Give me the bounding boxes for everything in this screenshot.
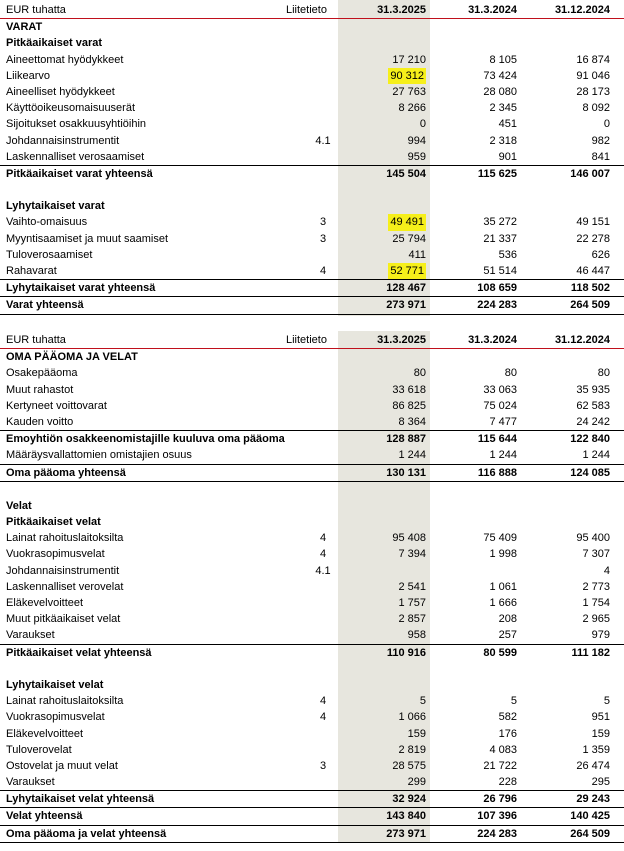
row-label: Tuloverosaamiset (6, 248, 93, 261)
value-year-end: 159 (591, 727, 610, 740)
value-year-end: 122 840 (570, 433, 610, 446)
value-current: 159 (407, 727, 426, 740)
row-label: Tuloverovelat (6, 743, 72, 756)
table-row (0, 382, 624, 398)
value-year-end: 49 151 (576, 216, 610, 229)
column-header-prior-year: 31.3.2024 (468, 334, 517, 346)
row-note: 4 (319, 532, 327, 545)
value-year-end: 2 773 (582, 580, 610, 593)
value-year-end: 982 (591, 134, 610, 147)
row-label: Kertyneet voittovarat (6, 399, 107, 412)
value-year-end: 146 007 (570, 167, 610, 180)
value-year-end: 7 307 (582, 548, 610, 561)
value-prior-year: 1 061 (489, 580, 517, 593)
table-row (0, 758, 624, 774)
value-year-end: 26 474 (576, 759, 610, 772)
value-prior-year: 224 283 (477, 299, 517, 312)
table-row (0, 133, 624, 149)
table-row (0, 297, 624, 314)
row-note: 4 (319, 695, 327, 708)
row-label: Lyhytaikaiset velat (6, 678, 104, 691)
row-label: Vaihto-omaisuus (6, 216, 88, 229)
row-label: Sijoitukset osakkuusyhtiöihin (6, 118, 147, 131)
table-row (0, 498, 624, 514)
value-current: 32 924 (392, 793, 426, 806)
value-prior-year: 73 424 (483, 69, 517, 82)
value-prior-year: 115 625 (477, 167, 517, 180)
table-row (0, 349, 624, 365)
row-note: 4 (319, 265, 327, 277)
row-label: Muut pitkäaikaiset velat (6, 613, 121, 626)
value-current: 145 504 (386, 167, 426, 180)
value-year-end: 95 400 (576, 532, 610, 545)
table-row (0, 645, 624, 661)
row-label: Lyhytaikaiset velat yhteensä (6, 793, 155, 806)
column-header-year-end: 31.12.2024 (554, 334, 610, 346)
row-label: OMA PÄÄOMA JA VELAT (6, 351, 138, 364)
table-row (0, 414, 624, 431)
value-prior-year: 7 477 (489, 415, 517, 428)
row-label: Oma pääoma yhteensä (6, 466, 126, 479)
row-label: Lyhytaikaiset varat yhteensä (6, 282, 156, 295)
assets-table (0, 2, 624, 315)
row-label: Johdannaisinstrumentit (6, 134, 120, 147)
row-label: Johdannaisinstrumentit (6, 564, 120, 577)
row-label: Varaukset (6, 629, 55, 642)
row-label: Emoyhtiön osakkeenomistajille kuuluva oma pääoma (6, 433, 285, 446)
assets-table-header (0, 2, 624, 19)
table-row (0, 431, 624, 447)
row-label: Pitkäaikaiset varat (6, 37, 103, 50)
value-current: 95 408 (392, 532, 426, 545)
row-label: Velat yhteensä (6, 810, 83, 823)
table-row (0, 280, 624, 297)
value-year-end: 29 243 (576, 793, 610, 806)
value-prior-year: 901 (498, 150, 517, 163)
value-year-end: 28 173 (576, 85, 610, 98)
value-prior-year: 33 063 (483, 383, 517, 396)
table-row (0, 530, 624, 546)
table-row (0, 563, 624, 579)
value-year-end: 951 (591, 711, 610, 724)
value-prior-year: 5 (510, 695, 517, 708)
value-prior-year: 451 (498, 118, 517, 131)
value-current: 49 491 (388, 214, 426, 230)
value-prior-year: 21 722 (483, 759, 517, 772)
value-current: 2 819 (398, 743, 426, 756)
row-label: Vuokrasopimusvelat (6, 711, 105, 724)
value-prior-year: 21 337 (483, 232, 517, 245)
table-row (0, 214, 624, 230)
value-year-end: 24 242 (576, 415, 610, 428)
row-note: 3 (319, 759, 327, 772)
value-current: 299 (407, 776, 426, 789)
value-current: 273 971 (386, 299, 426, 312)
table-row (0, 546, 624, 562)
row-label: Myyntisaamiset ja muut saamiset (6, 232, 168, 245)
value-prior-year: 116 888 (477, 466, 517, 479)
table-row (0, 398, 624, 414)
value-current: 128 467 (386, 282, 426, 295)
value-prior-year: 224 283 (477, 827, 517, 840)
value-year-end: 264 509 (570, 299, 610, 312)
assets-table-body (0, 19, 624, 314)
row-label: Ostovelat ja muut velat (6, 759, 118, 772)
equity-table-body (0, 349, 624, 843)
value-current: 27 763 (392, 85, 426, 98)
value-year-end: 118 502 (570, 282, 610, 295)
table-row (0, 661, 624, 677)
table-row (0, 774, 624, 791)
value-current: 0 (419, 118, 426, 131)
row-label: VARAT (6, 21, 43, 34)
row-note: 3 (319, 232, 327, 245)
value-current: 33 618 (392, 383, 426, 396)
value-current: 28 575 (392, 759, 426, 772)
value-prior-year: 1 666 (489, 597, 517, 609)
table-row (0, 263, 624, 280)
value-current: 958 (407, 629, 426, 642)
column-header-current: 31.3.2025 (377, 4, 426, 16)
value-prior-year: 4 083 (489, 743, 517, 756)
value-year-end: 1 754 (582, 597, 610, 609)
table-row (0, 149, 624, 166)
value-prior-year: 8 105 (489, 53, 517, 66)
value-prior-year: 108 659 (477, 282, 517, 295)
table-row (0, 182, 624, 198)
row-note: 4 (319, 548, 327, 561)
table-row (0, 100, 624, 116)
value-year-end: 80 (597, 367, 610, 380)
value-year-end: 46 447 (576, 265, 610, 277)
table-row (0, 808, 624, 825)
table-row (0, 611, 624, 627)
row-label: Kauden voitto (6, 415, 74, 428)
row-label: Osakepääoma (6, 367, 78, 380)
row-label: Aineettomat hyödykkeet (6, 53, 124, 66)
value-current: 86 825 (392, 399, 426, 412)
value-current: 7 394 (398, 548, 426, 561)
value-year-end: 1 244 (582, 449, 610, 462)
value-prior-year: 2 345 (489, 102, 517, 115)
equity-liabilities-table (0, 332, 624, 843)
row-label: Aineelliset hyödykkeet (6, 85, 115, 98)
value-year-end: 2 965 (582, 613, 610, 626)
value-current: 8 364 (398, 415, 426, 428)
table-row (0, 465, 624, 482)
table-row (0, 627, 624, 644)
value-prior-year: 582 (498, 711, 517, 724)
value-prior-year: 208 (498, 613, 517, 626)
value-year-end: 4 (603, 564, 610, 577)
row-label: Varaukset (6, 776, 55, 789)
table-row (0, 19, 624, 35)
table-row (0, 826, 624, 843)
value-current: 52 771 (388, 263, 426, 279)
row-label: Muut rahastot (6, 383, 74, 396)
row-label: Laskennalliset verovelat (6, 580, 124, 593)
value-year-end: 35 935 (576, 383, 610, 396)
value-year-end: 1 359 (582, 743, 610, 756)
value-prior-year: 1 244 (489, 449, 517, 462)
row-label: Varat yhteensä (6, 299, 84, 312)
table-row (0, 709, 624, 725)
row-label: Eläkevelvoitteet (6, 727, 84, 740)
row-note: 4.1 (315, 564, 331, 577)
value-year-end: 626 (591, 248, 610, 261)
table-row (0, 579, 624, 595)
table-row (0, 166, 624, 182)
value-year-end: 111 182 (571, 646, 610, 659)
table-row (0, 742, 624, 758)
value-current: 1 244 (398, 449, 426, 462)
value-year-end: 91 046 (576, 69, 610, 82)
value-prior-year: 80 599 (483, 646, 517, 659)
equity-table-header (0, 332, 624, 349)
table-row (0, 35, 624, 51)
value-current: 128 887 (386, 433, 426, 446)
value-current: 8 266 (398, 102, 426, 115)
value-year-end: 0 (603, 118, 610, 131)
value-year-end: 8 092 (582, 102, 610, 115)
table-row (0, 68, 624, 84)
row-label: Pitkäaikaiset velat (6, 516, 101, 529)
row-note: 3 (319, 216, 327, 229)
row-label: Käyttöoikeusomaisuuserät (6, 102, 136, 115)
value-current: 110 916 (386, 646, 426, 659)
value-prior-year: 28 080 (483, 85, 517, 98)
value-prior-year: 2 318 (489, 134, 517, 147)
row-label: Eläkevelvoitteet (6, 597, 84, 609)
row-label: Lainat rahoituslaitoksilta (6, 532, 124, 545)
value-current: 959 (407, 150, 426, 163)
row-label: Oma pääoma ja velat yhteensä (6, 827, 167, 840)
value-prior-year: 228 (498, 776, 517, 789)
value-prior-year: 80 (504, 367, 517, 380)
column-header-year-end: 31.12.2024 (554, 4, 610, 16)
value-prior-year: 75 024 (483, 399, 517, 412)
value-year-end: 841 (591, 150, 610, 163)
value-current: 994 (407, 134, 426, 147)
table-row (0, 247, 624, 263)
value-current: 130 131 (386, 466, 426, 479)
table-row (0, 514, 624, 530)
value-current: 90 312 (388, 68, 426, 84)
row-label: Pitkäaikaiset velat yhteensä (6, 646, 152, 659)
value-current: 17 210 (392, 53, 426, 66)
value-prior-year: 107 396 (477, 810, 517, 823)
value-current: 411 (408, 248, 426, 261)
value-prior-year: 115 644 (477, 433, 517, 446)
row-label: Rahavarat (6, 265, 57, 277)
row-label: Lyhytaikaiset varat (6, 200, 105, 213)
table-row (0, 447, 624, 464)
value-prior-year: 75 409 (483, 532, 517, 545)
value-year-end: 979 (591, 629, 610, 642)
value-year-end: 5 (603, 695, 610, 708)
value-prior-year: 35 272 (483, 216, 517, 229)
table-row (0, 52, 624, 68)
table-row (0, 231, 624, 247)
value-year-end: 295 (591, 776, 610, 789)
value-year-end: 16 874 (576, 53, 610, 66)
value-current: 5 (419, 695, 426, 708)
value-current: 273 971 (386, 827, 426, 840)
value-current: 1 757 (398, 597, 426, 609)
row-label: Määräysvallattomien omistajien osuus (6, 449, 192, 462)
value-current: 2 857 (398, 613, 426, 626)
unit-label: EUR tuhatta (6, 4, 66, 16)
value-prior-year: 176 (498, 727, 517, 740)
unit-label: EUR tuhatta (6, 334, 66, 346)
value-current: 2 541 (398, 580, 426, 593)
row-label: Laskennalliset verosaamiset (6, 150, 145, 163)
value-prior-year: 26 796 (483, 793, 517, 806)
value-year-end: 264 509 (570, 827, 610, 840)
value-year-end: 22 278 (576, 232, 610, 245)
table-row (0, 677, 624, 693)
row-note: 4.1 (315, 134, 331, 147)
value-current: 25 794 (392, 232, 426, 245)
table-row (0, 791, 624, 808)
column-header-current: 31.3.2025 (377, 334, 426, 346)
table-row (0, 84, 624, 100)
value-year-end: 62 583 (576, 399, 610, 412)
value-current: 1 066 (398, 711, 426, 724)
row-label: Velat (6, 499, 32, 512)
value-current: 143 840 (386, 810, 426, 823)
table-row (0, 198, 624, 214)
table-row (0, 365, 624, 381)
row-note: 4 (319, 711, 327, 724)
table-row (0, 595, 624, 611)
note-column-header: Liitetieto (286, 334, 327, 346)
value-prior-year: 51 514 (483, 265, 517, 277)
table-row (0, 693, 624, 709)
value-prior-year: 257 (498, 629, 517, 642)
row-label: Pitkäaikaiset varat yhteensä (6, 167, 153, 180)
row-label: Vuokrasopimusvelat (6, 548, 105, 561)
column-header-prior-year: 31.3.2024 (468, 4, 517, 16)
row-label: Lainat rahoituslaitoksilta (6, 695, 124, 708)
row-label: Liikearvo (6, 69, 51, 82)
value-year-end: 124 085 (570, 466, 610, 479)
value-prior-year: 536 (498, 248, 517, 261)
value-prior-year: 1 998 (489, 548, 517, 561)
table-row (0, 116, 624, 132)
table-row (0, 482, 624, 498)
table-row (0, 726, 624, 742)
note-column-header: Liitetieto (286, 4, 327, 16)
value-current: 80 (413, 367, 426, 380)
value-year-end: 140 425 (570, 810, 610, 823)
